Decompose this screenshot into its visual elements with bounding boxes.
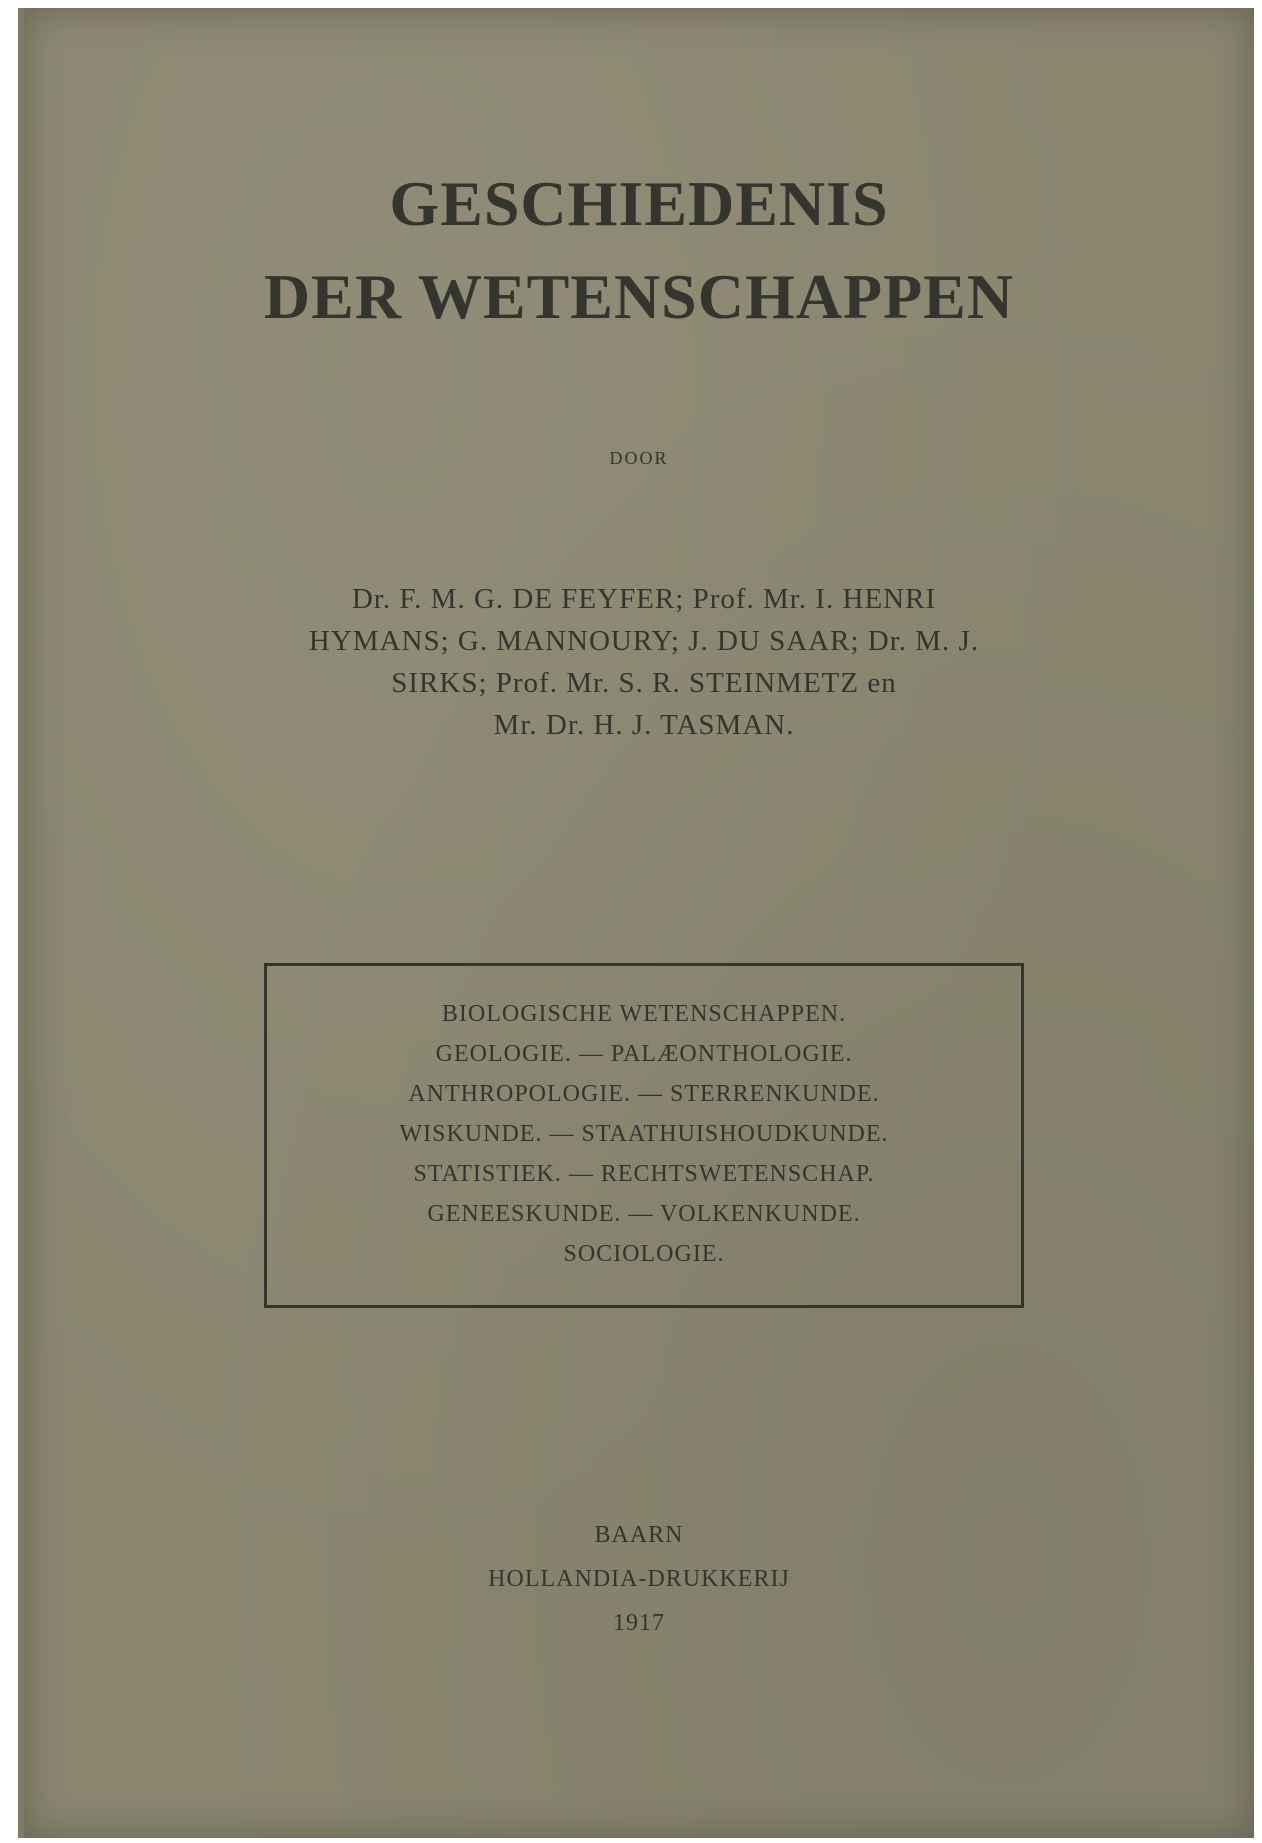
publication-year: 1917 bbox=[613, 1610, 665, 1636]
book-title bbox=[24, 158, 1254, 344]
subject-line-5: STATISTIEK. — RECHTSWETENSCHAP. bbox=[413, 1161, 875, 1187]
authors-list bbox=[204, 578, 1084, 746]
authors-line-3: SIRKS; Prof. Mr. S. R. STEINMETZ en bbox=[391, 667, 897, 699]
subject-line-2: GEOLOGIE. — PALÆONTHOLOGIE. bbox=[435, 1041, 853, 1067]
subject-line-6: GENEESKUNDE. — VOLKENKUNDE. bbox=[427, 1201, 861, 1227]
subject-line-3: ANTHROPOLOGIE. — STERRENKUNDE. bbox=[408, 1081, 880, 1107]
publisher-name: HOLLANDIA-DRUKKERIJ bbox=[488, 1566, 790, 1592]
publisher-place: BAARN bbox=[594, 1522, 684, 1548]
authors-line-2: HYMANS; G. MANNOURY; J. DU SAAR; Dr. M. J. bbox=[308, 625, 980, 657]
authors-line-1: Dr. F. M. G. DE FEYFER; Prof. Mr. I. HENRI bbox=[351, 583, 937, 615]
authors-line-4: Mr. Dr. H. J. TASMAN. bbox=[493, 709, 795, 741]
by-label: DOOR bbox=[609, 448, 669, 468]
subject-line-4: WISKUNDE. — STAATHUISHOUDKUNDE. bbox=[399, 1121, 889, 1147]
subject-line-7: SOCIOLOGIE. bbox=[563, 1241, 725, 1267]
title-line-1: GESCHIEDENIS bbox=[389, 168, 889, 239]
subjects-frame bbox=[264, 963, 1024, 1308]
subjects-list bbox=[267, 994, 1021, 1274]
publisher-block bbox=[24, 1513, 1254, 1645]
subject-line-1: BIOLOGISCHE WETENSCHAPPEN. bbox=[441, 1001, 847, 1027]
book-cover bbox=[18, 8, 1254, 1838]
title-line-2: DER WETENSCHAPPEN bbox=[263, 260, 1015, 332]
